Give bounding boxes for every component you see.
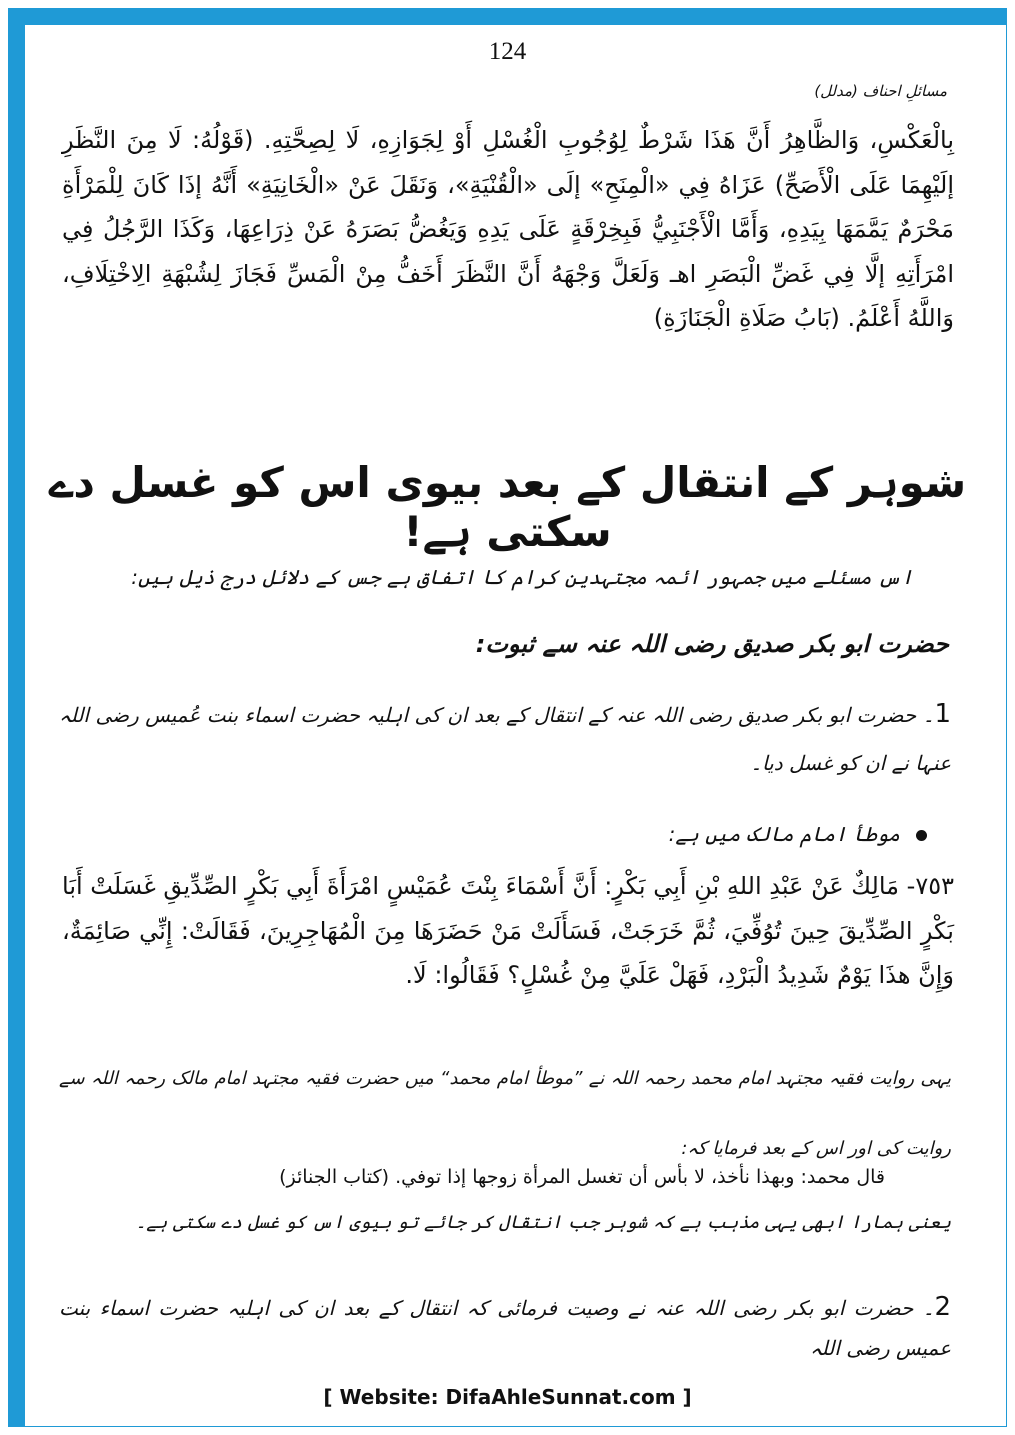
arabic-quote-text-1: بِالْعَكْسِ، وَالظَّاهِرُ أَنَّ هَذَا شَرْطٌ لِوُجُوبِ الْغُسْلِ أَوْ لِجَوَازِهِ، لَا لِصِحَّتِهِ. (قَوْلُهُ: لَا مِنَ النَّظَرِ إلَيْهِمَا عَلَى الْأَصَحِّ) عَزَاهُ فِي «الْمِنَحِ» إلَى «الْقُنْيَةِ»، وَنَقَلَ عَنْ «الْخَانِيَةِ» أَنَّهُ إذَا كَانَ لِلْمَرْأَةِ مَحْرَمٌ يَمَّمَهَا بِيَدِهِ، وَأَمَّا الْأَجْنَبِيُّ فَبِخِرْقَةٍ عَلَى يَدِهِ وَيَغُضُّ بَصَرَهُ عَنْ ذِرَاعِهَا، وَكَذَا الرَّجُلُ فِي امْرَأَتِهِ إلَّا فِي غَضِّ الْبَصَرِ اهـ وَلَعَلَّ وَجْهَهُ أَنَّ النَّظَرَ أَخَفُّ مِنْ الْمَسِّ فَجَازَ لِشُبْهَةِ الِاخْتِلَافِ، وَاللَّهُ أَعْلَمُ. (بَابُ صَلَاةِ الْجَنَازَةِ) xyxy=(62,126,954,332)
narration-paragraph: یہی روایت فقیہ مجتہد امام محمد رحمہ اللہ نے ”موطأ امام محمد“ میں حضرت فقیہ مجتہد امام مالک رحمہ اللہ سے روایت کی اور اس کے بعد فرمایا کہ: xyxy=(59,1068,951,1159)
subheading: حضرت ابو بکر صدیق رضی اللہ عنہ سے ثبوت: xyxy=(475,630,949,658)
point-1-number: 1 xyxy=(934,699,951,729)
point-2-text: ۔ حضرت ابو بکر رضی اللہ عنہ نے وصیت فرمائی کہ انتقال کے بعد ان کی اہلیہ حضرت اسماء بنت عمیس رضی اللہ xyxy=(59,1296,951,1360)
point-2-number: 2 xyxy=(934,1292,951,1322)
section-title: شوہر کے انتقال کے بعد بیوی اس کو غسل دے سکتی ہے! xyxy=(48,458,967,556)
website-footer: [ Website: DifaAhleSunnat.com ] xyxy=(323,1385,692,1409)
point-2 xyxy=(59,1287,951,1368)
imam-muhammad-quote: قال محمد: وبهذا نأخذ، لا بأس أن تغسل المرأة زوجها إذا توفي. (كتاب الجنائز) xyxy=(279,1166,885,1188)
point-1 xyxy=(59,690,951,787)
bullet-text: موطأ امام مالک میں ہے: xyxy=(668,822,900,846)
intro-text: اس مسئلے میں جمہور ائمہ مجتہدین کرام کا اتفاق ہے جس کے دلائل درج ذیل ہیں: xyxy=(131,565,913,589)
arabic-hadith-block xyxy=(62,864,954,998)
point-1-text: ۔ حضرت ابو بکر صدیق رضی اللہ عنہ کے انتقال کے بعد ان کی اہلیہ حضرت اسماء بنت عُمیس رضی اللہ عنہا نے ان کو غسل دیا۔ xyxy=(59,703,951,775)
page-number: 124 xyxy=(488,38,527,65)
bullet-icon xyxy=(916,830,927,841)
running-head: مسائلِ احناف (مدلل) xyxy=(814,82,947,100)
conclusion-paragraph: یعنی ہمارا ابھی یہی مذہب ہے کہ شوہر جب انتقال کر جائے تو بیوی اس کو غسل دے سکتی ہے۔ xyxy=(135,1212,951,1233)
arabic-hadith-text: ٧٥٣- مَالِكٌ عَنْ عَبْدِ اللهِ بْنِ أَبِي بَكْرٍ: أَنَّ أَسْمَاءَ بِنْتَ عُمَيْسٍ امْرَأَةَ أَبِي بَكْرٍ الصِّدِّيقِ غَسَلَتْ أَبَا بَكْرٍ الصِّدِّيقَ حِينَ تُوُفِّيَ، ثُمَّ خَرَجَتْ، فَسَأَلَتْ مَنْ حَضَرَهَا مِنَ الْمُهَاجِرِينَ، فَقَالَتْ: إِنِّي صَائِمَةٌ، وَإِنَّ هذَا يَوْمٌ شَدِيدُ الْبَرْدِ، فَهَلْ عَلَيَّ مِنْ غُسْلٍ؟ فَقَالُوا: لَا. xyxy=(62,872,954,989)
arabic-quote-block-1 xyxy=(62,118,954,341)
bullet-item xyxy=(669,822,927,846)
